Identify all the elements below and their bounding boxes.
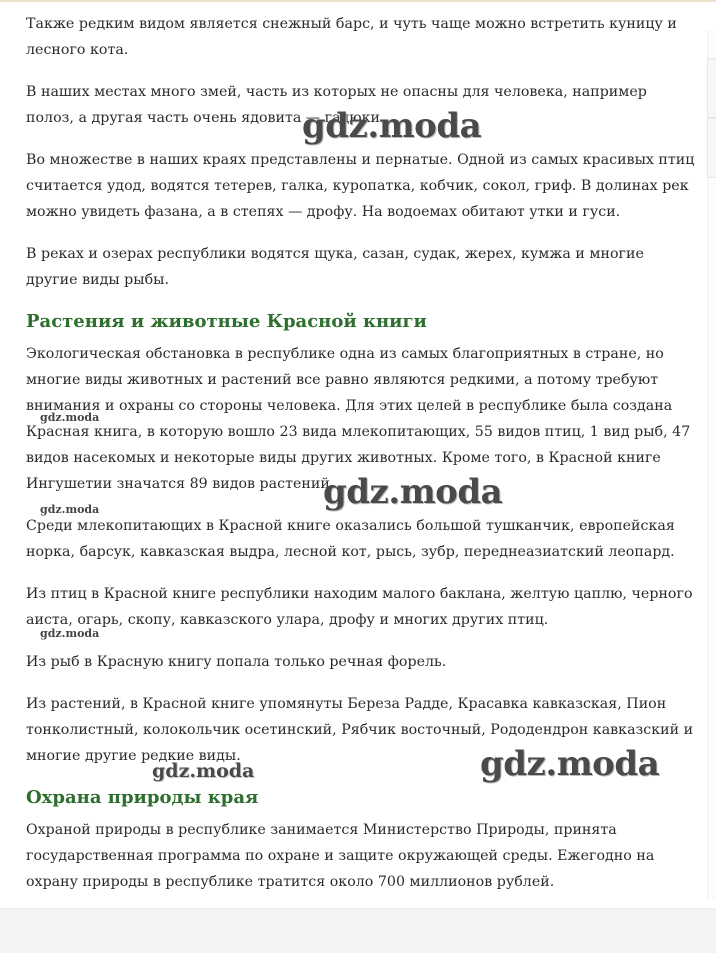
paragraph: Также редким видом является снежный барс, и чуть чаще можно встретить куницу и лесного кота.: [26, 16, 677, 58]
paragraph: В реках и озерах республики водятся щука, сазан, судак, жерех, кумжа и многие другие виды рыбы.: [26, 246, 644, 288]
side-tab[interactable]: [707, 58, 716, 118]
paragraph: Из птиц в Красной книге республики находим малого баклана, желтую цаплю, черного аиста, огарь, скопу, кавказского улара, дрофу и многих других птиц.: [26, 586, 693, 628]
side-tab[interactable]: [707, 118, 716, 178]
watermark: gdz.moda: [480, 744, 660, 784]
paragraph: Во множестве в наших краях представлены и пернатые. Одной из самых красивых птиц считается удод, водятся тетерев, галка, куропатка, кобчик, сокол, гриф. В долинах рек можно увидеть фазана, а в степях — дрофу. На водоемах обитают утки и гуси.: [26, 152, 695, 220]
watermark: gdz.moda: [152, 760, 255, 782]
paragraph: Среди млекопитающих в Красной книге оказались большой тушканчик, европейская норка, барсук, кавказская выдра, лесной кот, рысь, зубр, переднеазиатский леопард.: [26, 518, 675, 560]
paragraph: Из рыб в Красную книгу попала только речная форель.: [26, 654, 447, 670]
watermark: gdz.moda: [40, 411, 100, 424]
paragraph: В наших местах много змей, часть из которых не опасны для человека, например полоз, а другая часть очень ядовита — гадюки.: [26, 84, 647, 126]
watermark: gdz.moda: [40, 503, 100, 516]
watermark: gdz.moda: [302, 106, 482, 146]
section-heading: Растения и животные Красной книги: [26, 311, 427, 332]
paragraph: Из растений, в Красной книге упомянуты Береза Радде, Красавка кавказская, Пион тонколистный, колокольчик осетинский, Рябчик восточный, Рододендрон кавказский и многие другие редкие виды.: [26, 696, 694, 764]
watermark: gdz.moda: [323, 472, 503, 512]
paragraph: Экологическая обстановка в республике одна из самых благоприятных в стране, но многие виды животных и растений все равно являются редкими, а потому требуют внимания и охраны со стороны человека. Для этих целей в республике была создана Красная книга, в которую вошло 23 вида млекопитающих, 55 видов птиц, 1 вид рыб, 47 видов насекомых и некоторые виды других животных. Кроме того, в Красной книге Ингушетии значатся 89 видов растений.: [26, 346, 691, 492]
paragraph: Охраной природы в республике занимается Министерство Природы, принята государственная программа по охране и защите окружающей среды. Ежегодно на охрану природы в республике тратится около 700 миллионов рублей.: [26, 822, 655, 890]
watermark: gdz.moda: [40, 627, 100, 640]
footer-band: [0, 908, 716, 953]
section-heading: Охрана природы края: [26, 787, 259, 808]
